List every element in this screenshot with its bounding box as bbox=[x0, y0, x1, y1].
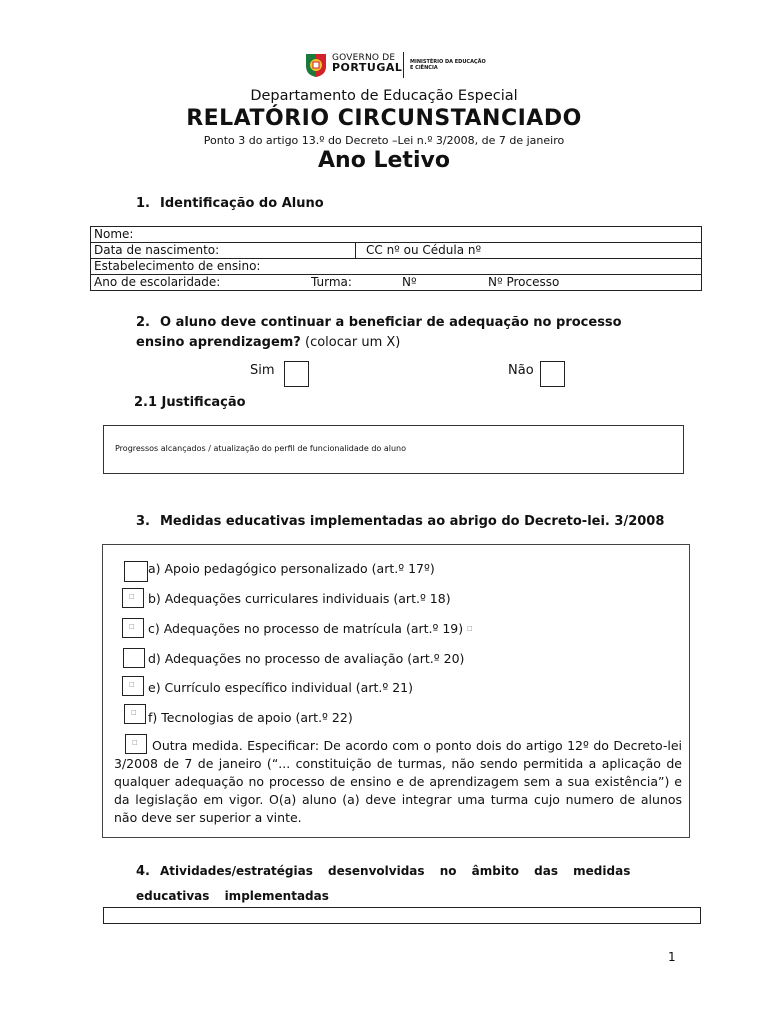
section-4-number: 4. bbox=[136, 864, 150, 879]
measure-f-checkbox[interactable]: □ bbox=[124, 704, 146, 724]
ministry-line-1: MINISTÉRIO DA EDUCAÇÃO bbox=[410, 59, 486, 65]
logo-text bbox=[332, 54, 402, 72]
activities-box[interactable] bbox=[103, 907, 701, 924]
government-logo bbox=[304, 50, 494, 82]
section-3-title: Medidas educativas implementadas ao abrigo do Decreto-lei. 3/2008 bbox=[160, 514, 665, 529]
student-identification-table bbox=[90, 226, 702, 291]
measure-a-checkbox[interactable] bbox=[124, 561, 148, 582]
measure-b-label: b) Adequações curriculares individuais (art.º 18) bbox=[148, 591, 451, 606]
document-subtitle: Ponto 3 do artigo 13.º do Decreto –Lei n.º 3/2008, de 7 de janeiro bbox=[203, 134, 565, 147]
section-2-question: O aluno deve continuar a beneficiar de adequação no processo ensino aprendizagem? bbox=[136, 315, 622, 350]
school-field[interactable]: Estabelecimento de ensino: bbox=[91, 259, 702, 275]
process-number-field: Nº Processo bbox=[488, 275, 560, 289]
section-2-note: (colocar um X) bbox=[305, 335, 401, 350]
other-measure-label: Outra medida. Especificar: De acordo com o ponto dois do artigo 12º do Decreto-lei 3/2008 de 7 de janeiro (“... constituição de turmas, não sendo permitida a aplicação de qualquer adequação no processo de ensino e de aprendizagem sem a sua existência”) e da legislação em vigor. O(a) aluno (a) deve integrar uma turma cujo numero de alunos não deve ser superior a vinte. bbox=[114, 738, 682, 825]
justification-text: Progressos alcançados / atualização do perfil de funcionalidade do aluno bbox=[115, 444, 407, 453]
section-4-title: Atividades/estratégias desenvolvidas no âmbito das medidas educativas implementadas bbox=[136, 864, 631, 903]
measure-d-label: d) Adequações no processo de avaliação (art.º 20) bbox=[148, 651, 465, 666]
page-number: 1 bbox=[668, 950, 676, 964]
other-measure-checkbox[interactable]: □ bbox=[125, 734, 147, 754]
table-row bbox=[91, 275, 702, 291]
section-4-heading bbox=[136, 859, 677, 909]
section-1-title: Identificação do Aluno bbox=[160, 196, 324, 211]
measure-f-label: f) Tecnologias de apoio (art.º 22) bbox=[148, 710, 353, 725]
measure-a-label: a) Apoio pedagógico personalizado (art.º 17º) bbox=[148, 561, 435, 576]
ministry-text bbox=[410, 59, 486, 71]
measure-d-checkbox[interactable] bbox=[123, 648, 145, 668]
measure-c-checkbox[interactable]: □ bbox=[122, 618, 144, 638]
ministry-line-2: E CIÊNCIA bbox=[410, 65, 438, 71]
name-field[interactable]: Nome: bbox=[91, 227, 702, 243]
student-number-field: Nº bbox=[402, 275, 417, 289]
logo-line-1: GOVERNO DE bbox=[332, 53, 396, 63]
yes-checkbox[interactable] bbox=[284, 361, 309, 387]
section-2-1-title: 2.1 Justificação bbox=[134, 395, 246, 410]
portugal-emblem-icon bbox=[304, 52, 328, 78]
table-row bbox=[91, 259, 702, 275]
section-1-number: 1. bbox=[136, 196, 150, 211]
section-3-heading bbox=[136, 514, 664, 529]
other-measure-text bbox=[114, 737, 682, 827]
department-name: Departamento de Educação Especial bbox=[250, 88, 518, 104]
section-2-number: 2. bbox=[136, 315, 150, 330]
table-row bbox=[91, 227, 702, 243]
small-square-icon: □ bbox=[467, 625, 473, 632]
grade-field: Ano de escolaridade: bbox=[94, 275, 221, 289]
measure-b-checkbox[interactable]: □ bbox=[122, 588, 144, 608]
measure-e-checkbox[interactable]: □ bbox=[122, 676, 144, 696]
no-checkbox[interactable] bbox=[540, 361, 565, 387]
table-row bbox=[91, 243, 702, 259]
grade-row-cell[interactable] bbox=[91, 275, 702, 291]
logo-divider bbox=[403, 52, 404, 78]
logo-line-2: PORTUGAL bbox=[332, 61, 403, 74]
section-1-heading bbox=[136, 196, 324, 211]
birth-date-field[interactable]: Data de nascimento: bbox=[91, 243, 356, 259]
yes-label: Sim bbox=[250, 363, 275, 378]
section-2-heading bbox=[136, 313, 656, 353]
id-card-field[interactable]: CC nº ou Cédula nº bbox=[356, 243, 702, 259]
school-year-label: Ano Letivo bbox=[318, 148, 450, 173]
class-field: Turma: bbox=[311, 275, 352, 289]
measure-c-label: c) Adequações no processo de matrícula (art.º 19) bbox=[148, 621, 464, 636]
no-label: Não bbox=[508, 363, 534, 378]
measure-e-label: e) Currículo específico individual (art.º 21) bbox=[148, 680, 413, 695]
section-3-number: 3. bbox=[136, 514, 150, 529]
document-title: RELATÓRIO CIRCUNSTANCIADO bbox=[186, 106, 582, 131]
